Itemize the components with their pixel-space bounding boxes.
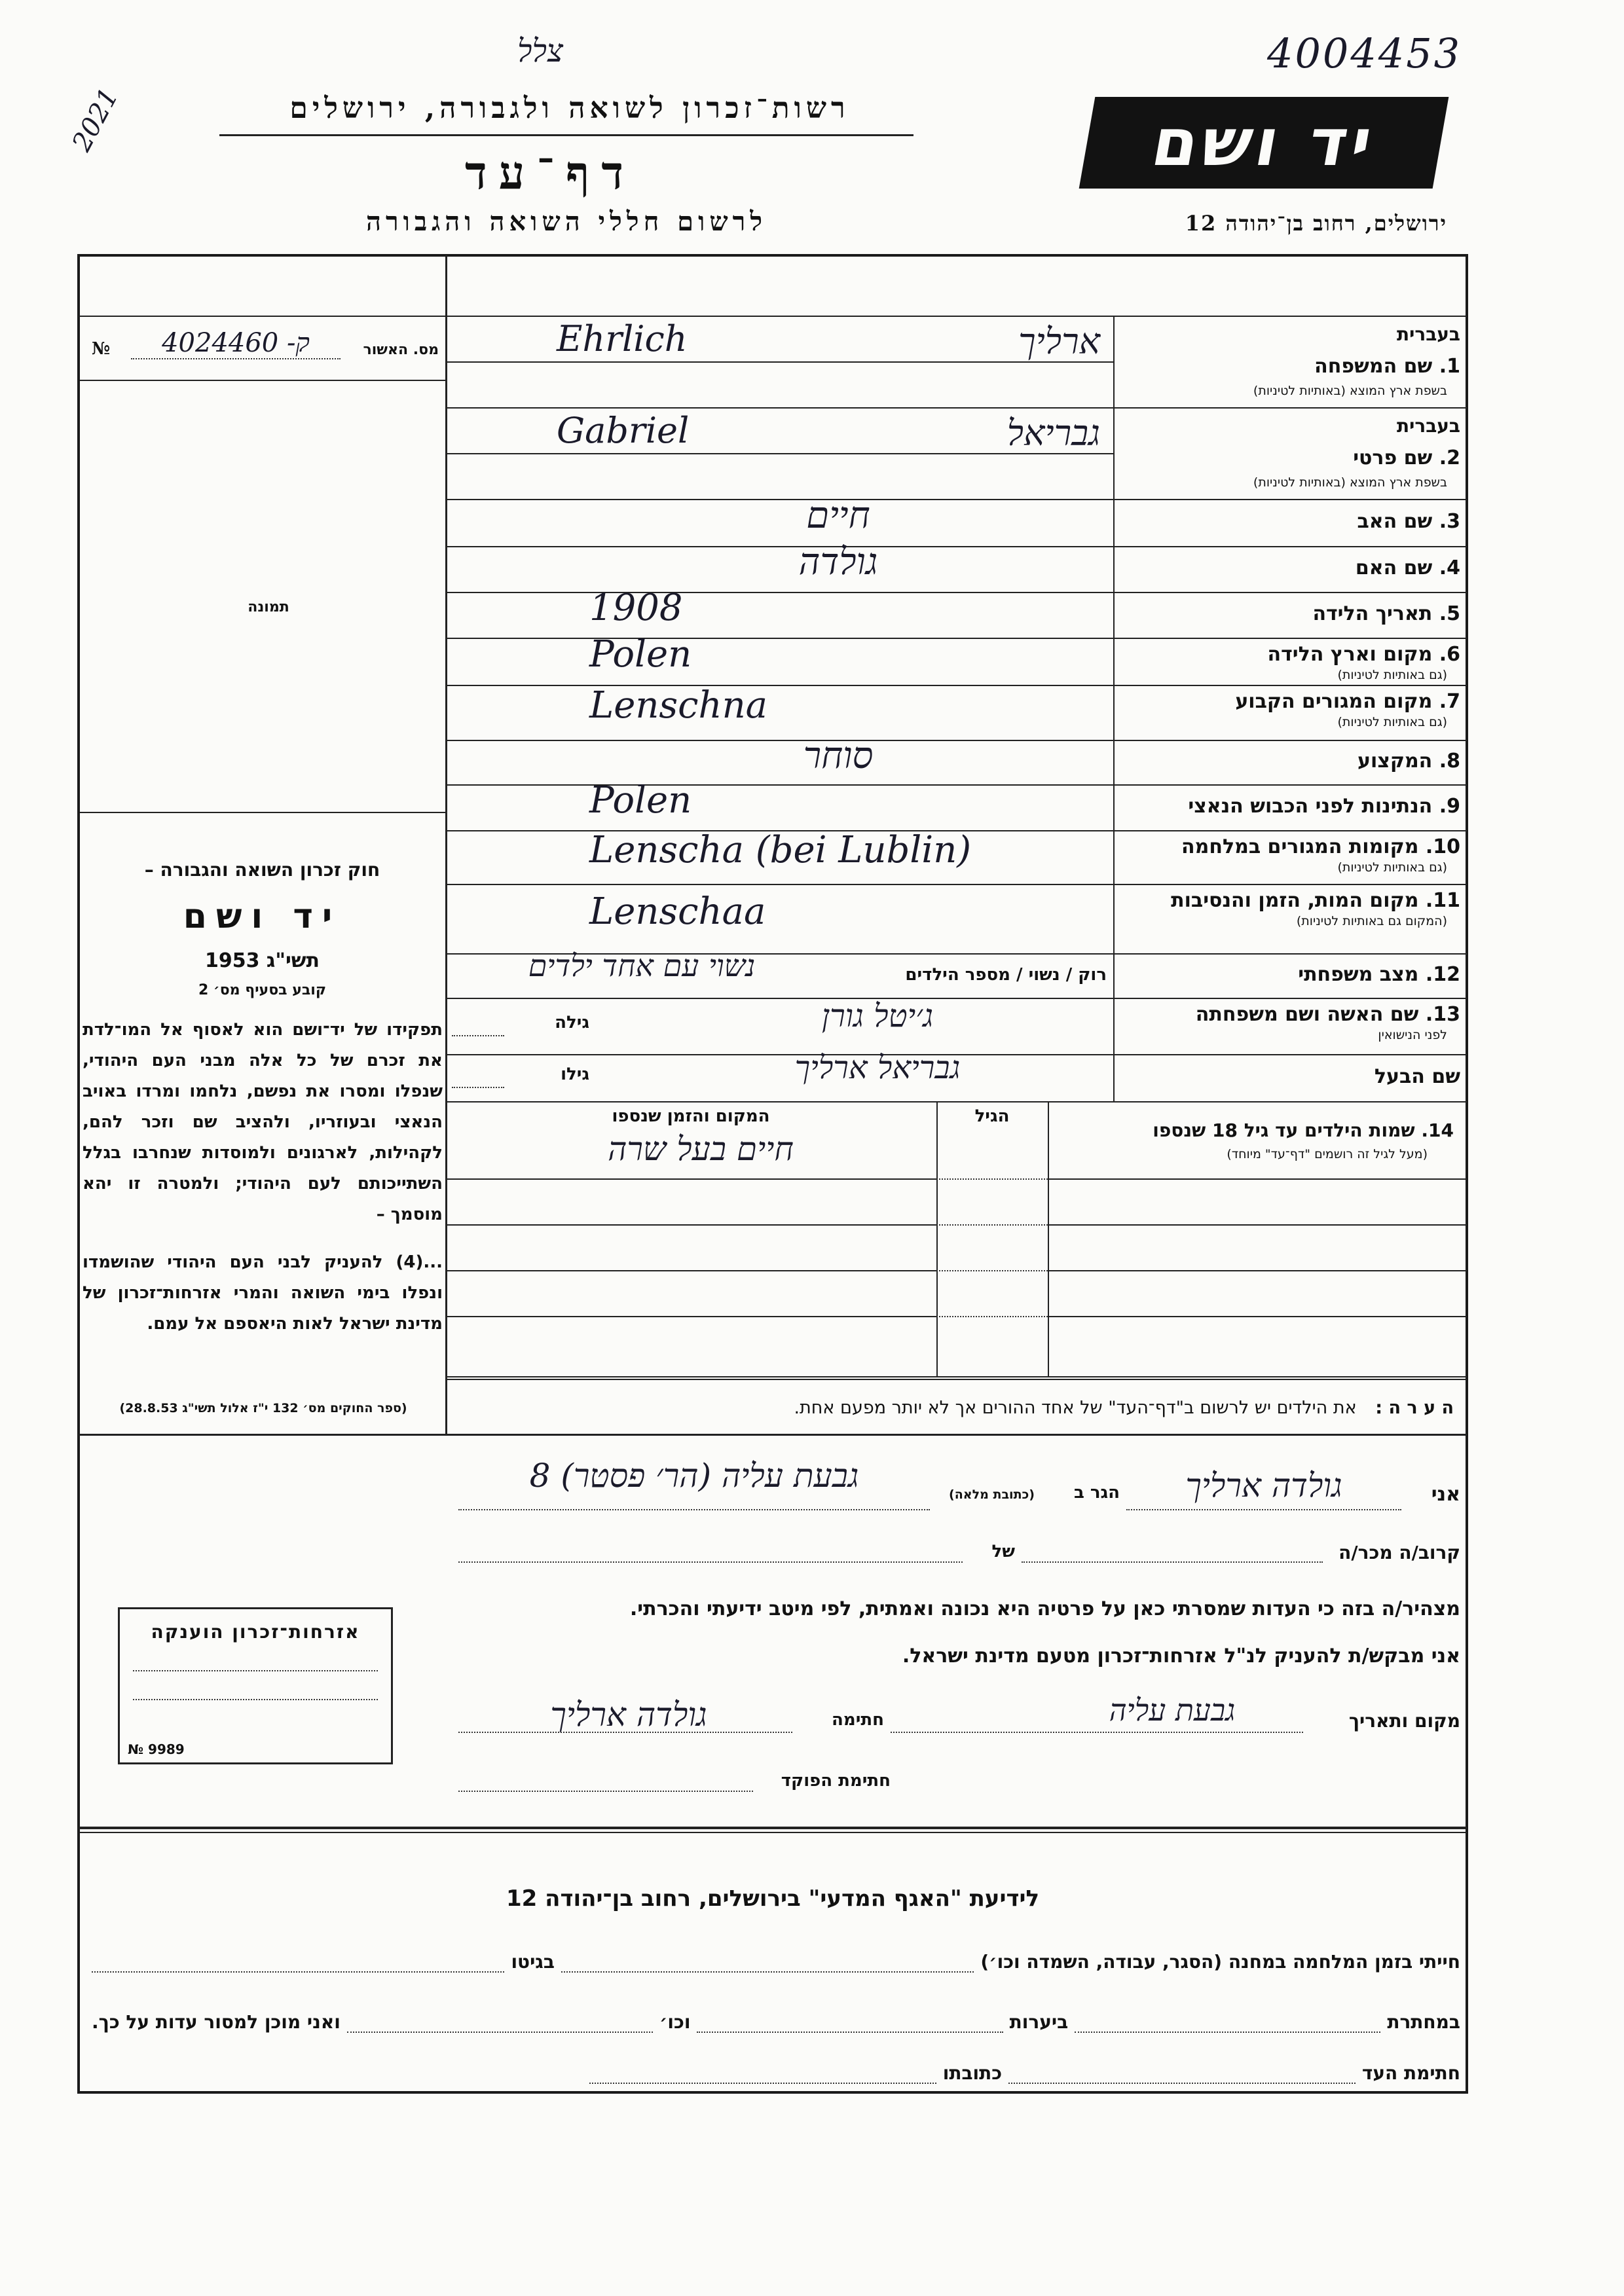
law-clause: ...(4) להעניק לבני העם היהודי שהושמדו ונפלו בימי השואה והמרי אזרחות־זכרון של מדינת ישראל לאות היאספם אל עמם.	[83, 1252, 443, 1334]
witness-signature-label: חתימת העד	[1361, 2062, 1460, 2084]
etc-label: וכו׳	[659, 2011, 691, 2033]
place-date-label: מקום ותאריך	[1348, 1710, 1460, 1732]
address: ירושלים, רחוב בן־יהודה 12	[1185, 211, 1447, 236]
footer-line-3	[589, 2062, 1460, 2084]
top-mark: צלל	[517, 33, 564, 69]
children-first-entry: חיים בעל שרה	[608, 1130, 794, 1168]
underground-label: במחתרת	[1387, 2011, 1460, 2033]
field-value-latin-2: Gabriel	[557, 410, 690, 451]
place-date-value: גבעת עליה	[1109, 1692, 1236, 1728]
field-value-3: חיים	[806, 494, 870, 537]
serial-value: 4024460 -ק	[131, 327, 341, 359]
field-value-7: Lenschna	[589, 684, 768, 727]
document-number: 4004453	[1267, 29, 1462, 77]
field-value-6: Polen	[589, 633, 692, 676]
children-num: 14.	[1421, 1120, 1454, 1141]
field-label-5: 5. תאריך הלידה	[1312, 602, 1460, 625]
of-label: של	[991, 1542, 1015, 1561]
declarant-address: גבעת עליה (הר׳ פסטר) 8	[529, 1457, 859, 1495]
law-year: תשי"ג 1953	[204, 949, 320, 972]
citizenship-box	[118, 1607, 393, 1764]
law-name: יד ושם	[183, 897, 342, 936]
field-value-9: Polen	[589, 779, 692, 822]
field-label-6: 6. מקום וארץ הלידה	[1267, 643, 1460, 666]
field-value-4: גולדה	[798, 541, 878, 583]
age-label-14: גילו	[561, 1065, 589, 1084]
law-title: חוק זכרון השואה והגבורה –	[144, 859, 380, 881]
note-text: את הילדים יש לרשום ב"דף־העד" של אחד ההורים אך לא יותר מפעם אחת.	[794, 1398, 1357, 1418]
declarant-i-label: אני	[1431, 1483, 1460, 1506]
field-value-12: נשוי עם אחד ילדים	[528, 948, 756, 983]
field-label-7: 7. מקום המגורים הקבוע	[1235, 690, 1460, 713]
field-sub-2: בשפת ארץ המוצא (באותיות לטיניות)	[1253, 475, 1447, 490]
testimony-label: ואני מוכן למסור עדות על כך.	[92, 2011, 341, 2033]
declarant-signature: גולדה ארליך	[550, 1696, 707, 1734]
field-sub-13: לפני הנישואין	[1378, 1028, 1447, 1042]
field-sub-7: (גם באותיות לטיניות)	[1337, 715, 1447, 729]
marital-options: רוק / נשוי / מספר הילדים	[905, 965, 1107, 985]
logo-text: יד ושם	[1146, 104, 1382, 181]
signature-label: חתימה	[832, 1710, 884, 1730]
photo-label: תמונה	[248, 599, 289, 615]
field-label-11: 11. מקום המות, הזמן והנסיבות	[1171, 889, 1460, 912]
corner-number: 2021	[66, 83, 125, 156]
field-sub-11: (המקום גם באותיות לטיניות)	[1296, 914, 1447, 928]
children-title: שמות הילדים עד גיל 18 שנספו	[1153, 1120, 1415, 1141]
declaration-request: אני מבקש/ת להעניק לנ"ל אזרחות־זכרון מטעם מדינת ישראל.	[902, 1645, 1460, 1667]
field-sub-10: (גם באותיות לטיניות)	[1337, 860, 1447, 875]
field-label-13: 13. שם האשה ושם משפחתה	[1195, 1003, 1460, 1026]
serial-suffix: №	[92, 339, 111, 359]
footer-heading: לידיעת "האגף המדעי" בירושלים, רחוב בן־יהודה 12	[506, 1886, 1040, 1912]
children-note: (מעל לגיל זה רושמים "דף־עד" מיוחד)	[1227, 1147, 1428, 1161]
form-title: דף־עד	[464, 145, 635, 200]
children-age-header: הגיל	[974, 1106, 1010, 1126]
form-subtitle: לרשום חללי השואה והגבורה	[365, 206, 767, 237]
yad-vashem-logo	[1079, 97, 1449, 189]
field-value-10: Lenscha (bei Lublin)	[589, 829, 972, 871]
age-label-13: גילה	[555, 1013, 589, 1032]
photo-area	[80, 380, 445, 813]
declarant-name: גולדה ארליך	[1185, 1467, 1342, 1504]
field-value-14: גבריאל ארליך	[794, 1049, 961, 1086]
field-label-8: 8. המקצוע	[1357, 750, 1460, 773]
children-label	[1061, 1120, 1454, 1141]
forests-label: ביערות	[1009, 2011, 1069, 2033]
note-label: ה ע ר ה :	[1375, 1398, 1454, 1418]
field-value-5: 1908	[589, 587, 683, 629]
field-sub-1: בשפת ארץ המוצא (באותיות לטיניות)	[1253, 384, 1447, 398]
field-value-hebrew-2: גבריאל	[1006, 412, 1100, 454]
law-reference: (ספר החוקים מס׳ 132 י"ז אלול תשי"ג 28.8.53)	[119, 1401, 407, 1415]
official-signature-label: חתימת הפוקד	[781, 1771, 891, 1791]
authority-name: רשות־זכרון לשואה ולגבורה, ירושלים	[289, 92, 850, 125]
field-label-9: 9. הנתינות לפני הכבוש הנאצי	[1188, 795, 1460, 818]
camp-label: חייתי בזמן המלחמה במחנה (הסגר, עבודה, השמדה וכו׳)	[980, 1951, 1460, 1973]
field-lang-label-1: בעברית	[1396, 323, 1460, 345]
law-section: קובע בסעיף מס׳ 2	[198, 982, 327, 998]
field-label-2: 2. שם פרטי	[1353, 446, 1460, 469]
field-label-12: 12. מצב משפחתי	[1298, 963, 1460, 986]
footer-line-1	[92, 1951, 1460, 1973]
citizenship-box-title: אזרחות־זכרון הוענקה	[151, 1621, 360, 1643]
field-value-hebrew-1: ארליך	[1018, 321, 1100, 362]
ghetto-label: בגיטו	[511, 1951, 555, 1973]
field-value-11: Lenschaa	[589, 890, 766, 933]
field-sub-6: (גם באותיות לטיניות)	[1337, 668, 1447, 682]
relative-label: קרוב/ה מכר/ה	[1338, 1542, 1460, 1563]
field-label-10: 10. מקומות המגורים במלחמה	[1181, 835, 1460, 858]
field-lang-label-2: בעברית	[1396, 415, 1460, 437]
resident-label: הגר ב	[1073, 1483, 1120, 1503]
serial-label: מס. האשור	[363, 342, 439, 358]
note-row	[458, 1398, 1454, 1418]
field-value-8: סוחר	[803, 735, 874, 777]
declaration-statement: מצהיר/ה בזה כי העדות שמסרתי כאן על פרטיה היא נכונה ואמתית, לפי מיטב ידיעתי והכרתי.	[629, 1597, 1460, 1620]
citizenship-box-number: № 9989	[128, 1741, 185, 1757]
address-hint: (כתובת מלאה)	[949, 1487, 1035, 1502]
field-label-3: 3. שם האב	[1357, 510, 1460, 533]
footer-line-2	[92, 2011, 1460, 2033]
field-label-14: שם הבעל	[1374, 1065, 1460, 1088]
witness-address-label: כתובתו	[942, 2062, 1003, 2084]
children-place-header: המקום והזמן שנספו	[612, 1106, 770, 1126]
field-value-latin-1: Ehrlich	[557, 318, 688, 359]
law-text: תפקידו של יד־ושם הוא לאסוף אל המו־לדת את זכרם של כל אלה מבני העם היהודי, שנפלו ומסרו את נפשם, נלחמו ומרדו באויב הנאצי ובעוזריו, ולהציב שם וזכר להם, לקהילות, לארגונים ולמוסדות שנחרבו בגלל השתייכותם לעם היהודי; ולמטרה זו יהא מוסמך –	[83, 1020, 443, 1224]
field-label-4: 4. שם האם	[1355, 556, 1460, 579]
field-value-13: ג׳יטל גורן	[821, 998, 934, 1034]
field-label-1: 1. שם המשפחה	[1314, 355, 1460, 378]
